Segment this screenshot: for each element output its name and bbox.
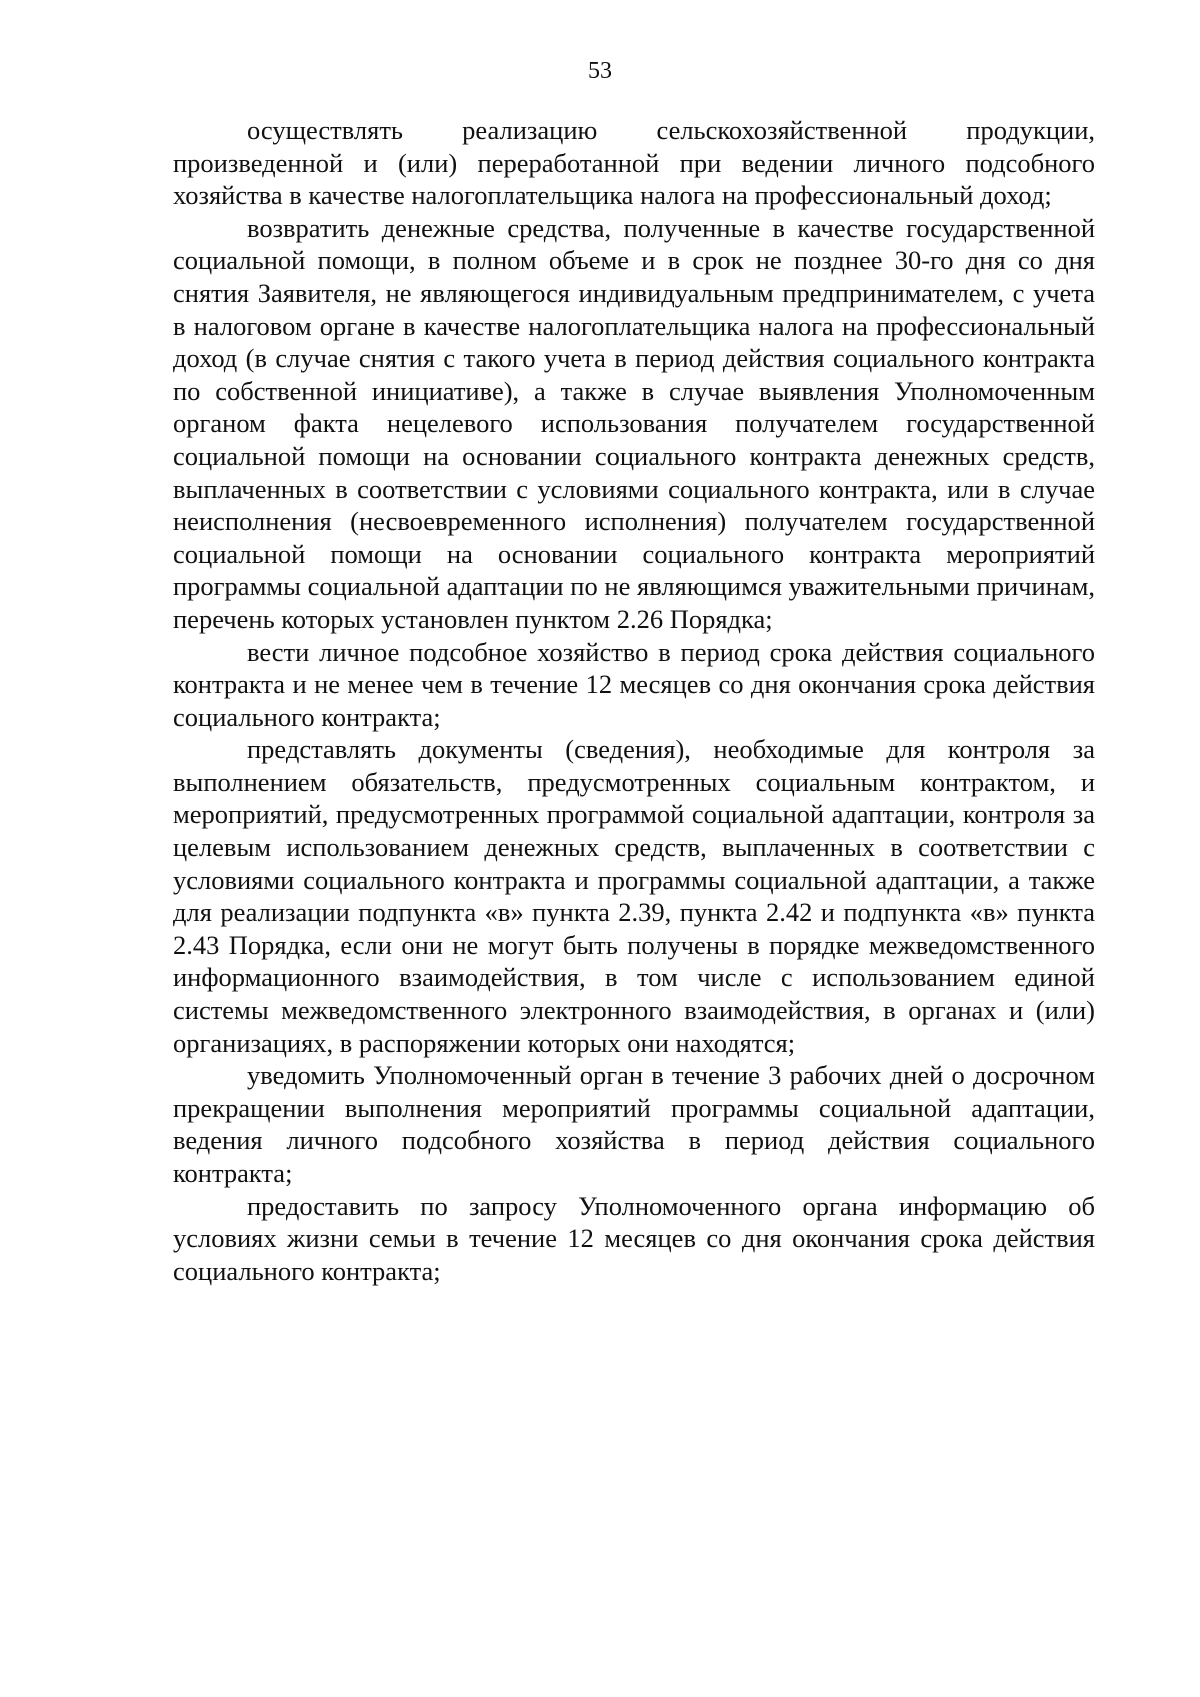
paragraph-notify-obligation: уведомить Уполномоченный орган в течение 3 рабочих дней о досрочном прекращении выполнения мероприятий программы социальной адаптации, ведения личного подсобного хозяйства в период действия социального контракта; [173,1060,1095,1188]
paragraph-refund-obligation: возвратить денежные средства, полученные в качестве государственной социальной помощи, в полном объеме и в срок не позднее 30-го дня со дня снятия Заявителя, не являющегося индивидуальным предпринимателем, с учета в налоговом органе в качестве налогоплательщика налога на профессиональный доход (в случае снятия с такого учета в период действия социального контракта по собственной инициативе), а также в случае выявления Уполномоченным органом факта нецелевого использования получателем государственной социальной помощи на основании социального контракта денежных средств, выплаченных в соответствии с условиями социального контракта, или в случае неисполнения (несвоевременного исполнения) получателем государственной социальной помощи на основании социального контракта мероприятий программы социальной адаптации по не являющимся уважительными причинам, перечень которых установлен пунктом 2.26 Порядка; [173,212,1095,634]
page-number: 53 [588,58,612,84]
paragraph-information-obligation: предоставить по запросу Уполномоченного органа информацию об условиях жизни семьи в течение 12 месяцев со дня окончания срока действия социального контракта; [173,1190,1095,1286]
paragraph-sales-obligation: осуществлять реализацию сельскохозяйственной продукции, произведенной и (или) переработанной при ведении личного подсобного хозяйства в качестве налогоплательщика налога на профессиональный доход; [173,115,1095,211]
document-body [173,114,1095,1287]
paragraph-documents-obligation: представлять документы (сведения), необходимые для контроля за выполнением обязательств, предусмотренных социальным контрактом, и мероприятий, предусмотренных программой социальной адаптации, контроля за целевым использованием денежных средств, выплаченных в соответствии с условиями социального контракта и программы социальной адаптации, а также для реализации подпункта «в» пункта 2.39, пункта 2.42 и подпункта «в» пункта 2.43 Порядка, если они не могут быть получены в порядке межведомственного информационного взаимодействия, в том числе с использованием единой системы межведомственного электронного взаимодействия, в органах и (или) организациях, в распоряжении которых они находятся; [173,734,1095,1058]
paragraph-household-obligation: вести личное подсобное хозяйство в период срока действия социального контракта и не менее чем в течение 12 месяцев со дня окончания срока действия социального контракта; [173,636,1095,732]
